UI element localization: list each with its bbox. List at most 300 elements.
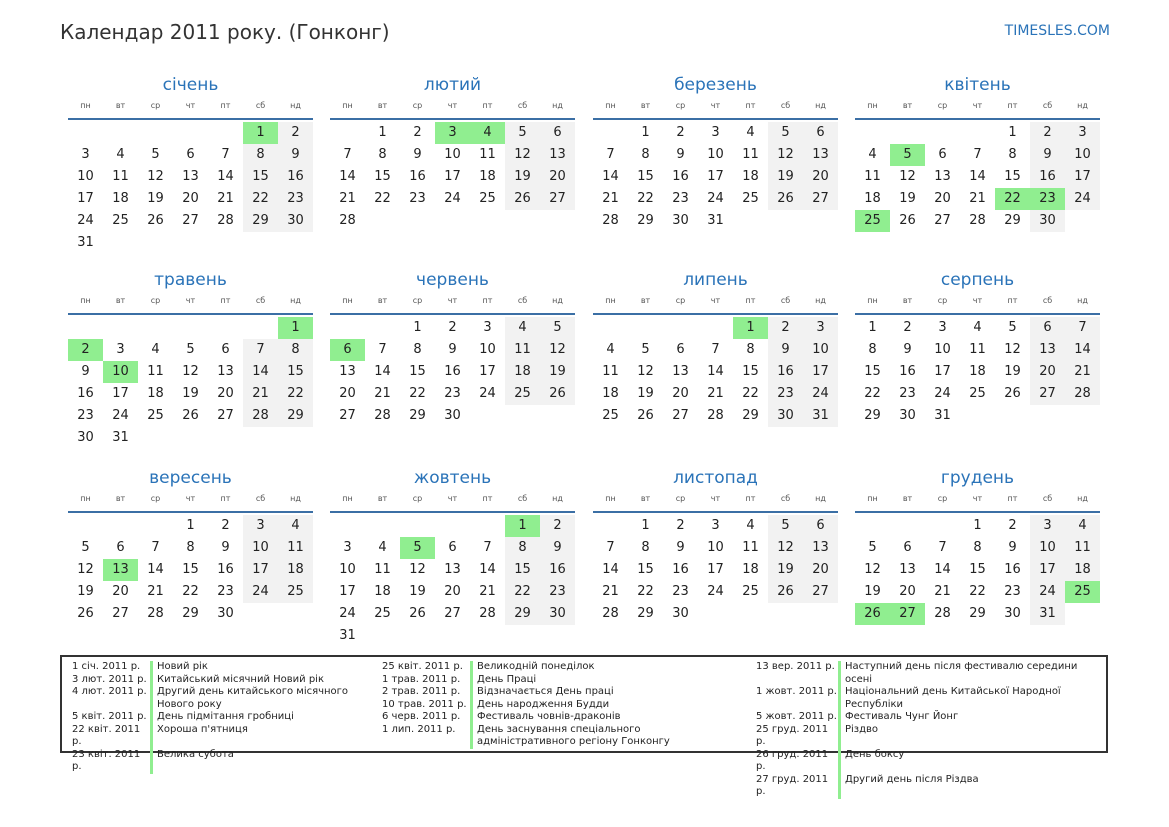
day-cell: 15 [637, 562, 654, 577]
weekday-label: сб [780, 101, 791, 110]
empty-cell [103, 317, 138, 339]
day-cell: 15 [243, 166, 278, 188]
month-name: жовтень [413, 468, 492, 488]
day-cell: 14 [217, 169, 234, 184]
day-cell: 27 [444, 606, 461, 621]
day-cell: 27 [934, 213, 951, 228]
day-cell: 3 [1030, 515, 1065, 537]
empty-cell [698, 317, 733, 339]
day-cell: 13 [803, 144, 838, 166]
day-cell: 20 [672, 386, 689, 401]
day-cell: 31 [803, 405, 838, 427]
day-cell: 23 [768, 383, 803, 405]
day-cell: 2 [221, 518, 230, 533]
holiday-name: День народження Будди [470, 699, 737, 712]
day-cell: 27 [672, 408, 689, 423]
legend-row [746, 711, 1100, 724]
weekday-label: пт [220, 101, 231, 110]
day-cell: 24 [77, 213, 94, 228]
day-cell: 7 [711, 342, 720, 357]
empty-cell [173, 122, 208, 144]
empty-cell [435, 515, 470, 537]
empty-cell [138, 317, 173, 339]
holiday-day: 25 [855, 210, 890, 232]
day-cell: 21 [1065, 361, 1100, 383]
day-cell: 9 [81, 364, 90, 379]
day-cell: 25 [602, 408, 619, 423]
day-cell: 10 [707, 540, 724, 555]
weekday-header [330, 100, 575, 120]
weekday-label: пт [482, 494, 493, 503]
day-cell: 30 [444, 408, 461, 423]
day-cell: 11 [479, 147, 496, 162]
day-cell: 8 [278, 339, 313, 361]
weekday-label: чт [972, 494, 983, 503]
day-cell: 24 [707, 191, 724, 206]
day-cell: 14 [969, 169, 986, 184]
day-cell: 5 [81, 540, 90, 555]
weekday-label: пн [867, 101, 878, 110]
day-cell: 12 [864, 562, 881, 577]
day-cell: 28 [217, 213, 234, 228]
day-cell: 16 [1030, 166, 1065, 188]
day-cell: 31 [112, 430, 129, 445]
day-cell: 3 [803, 317, 838, 339]
day-cell: 31 [707, 213, 724, 228]
weekday-label: ср [412, 296, 423, 305]
day-cell: 4 [151, 342, 160, 357]
day-cell: 24 [479, 386, 496, 401]
weekday-label: ср [937, 494, 948, 503]
weekday-label: ср [150, 494, 161, 503]
day-cell: 15 [278, 361, 313, 383]
day-cell: 13 [444, 562, 461, 577]
day-cell: 13 [339, 364, 356, 379]
weekday-label: чт [972, 296, 983, 305]
day-cell: 13 [934, 169, 951, 184]
day-cell: 23 [1004, 584, 1021, 599]
day-cell: 25 [742, 584, 759, 599]
day-cell: 24 [934, 386, 951, 401]
day-cell: 20 [934, 191, 951, 206]
day-cell: 2 [448, 320, 457, 335]
day-cell: 30 [1030, 210, 1065, 232]
day-cell: 14 [602, 169, 619, 184]
day-cell: 5 [768, 515, 803, 537]
day-cell: 3 [711, 518, 720, 533]
day-cell: 15 [409, 364, 426, 379]
legend-row [62, 724, 382, 749]
empty-cell [330, 515, 365, 537]
day-cell: 23 [77, 408, 94, 423]
day-cell: 5 [540, 317, 575, 339]
holiday-name: Хороша п'ятниця [150, 724, 382, 749]
day-cell: 7 [343, 147, 352, 162]
day-cell: 22 [409, 386, 426, 401]
day-cell: 29 [864, 408, 881, 423]
day-cell: 29 [182, 606, 199, 621]
day-cell: 8 [868, 342, 877, 357]
weekday-label: ср [150, 101, 161, 110]
weekday-label: пн [342, 296, 353, 305]
day-cell: 6 [1030, 317, 1065, 339]
day-cell: 3 [483, 320, 492, 335]
month-name: січень [162, 75, 219, 95]
empty-cell [890, 122, 925, 144]
day-cell: 8 [973, 540, 982, 555]
day-cell: 22 [969, 584, 986, 599]
day-cell: 16 [672, 562, 689, 577]
day-cell: 27 [803, 581, 838, 603]
day-cell: 9 [413, 147, 422, 162]
day-cell: 30 [278, 210, 313, 232]
site-link[interactable]: TIMESLES.COM [1004, 23, 1110, 39]
holiday-name: Другий день китайського місячного Нового року [150, 686, 382, 711]
day-cell: 23 [217, 584, 234, 599]
day-cell: 27 [182, 213, 199, 228]
holiday-day: 1 [243, 122, 278, 144]
weekday-label: пт [1007, 494, 1018, 503]
day-grid [593, 122, 838, 232]
empty-cell [103, 515, 138, 537]
day-cell: 7 [378, 342, 387, 357]
day-cell: 27 [540, 188, 575, 210]
day-cell: 14 [339, 169, 356, 184]
day-cell: 14 [479, 562, 496, 577]
weekday-label: ср [412, 101, 423, 110]
weekday-label: ср [937, 296, 948, 305]
holiday-day: 1 [278, 317, 313, 339]
day-cell: 20 [217, 386, 234, 401]
day-cell: 12 [1004, 342, 1021, 357]
day-cell: 8 [641, 540, 650, 555]
weekday-label: вт [902, 101, 913, 110]
day-grid [68, 317, 313, 449]
holiday-day: 10 [103, 361, 138, 383]
empty-cell [960, 122, 995, 144]
month-name: травень [154, 270, 227, 290]
day-cell: 15 [505, 559, 540, 581]
day-cell: 21 [243, 383, 278, 405]
holiday-date: 13 вер. 2011 р. [756, 661, 835, 672]
day-cell: 17 [444, 169, 461, 184]
day-cell: 11 [602, 364, 619, 379]
day-cell: 16 [77, 386, 94, 401]
day-cell: 26 [768, 188, 803, 210]
day-cell: 24 [1065, 188, 1100, 210]
holiday-date: 6 черв. 2011 р. [382, 711, 461, 722]
day-cell: 19 [637, 386, 654, 401]
day-cell: 10 [803, 339, 838, 361]
weekday-label: ср [412, 494, 423, 503]
day-cell: 29 [1004, 213, 1021, 228]
day-cell: 1 [1008, 125, 1017, 140]
day-cell: 19 [540, 361, 575, 383]
weekday-label: пн [605, 296, 616, 305]
day-grid [68, 515, 313, 625]
day-cell: 7 [151, 540, 160, 555]
day-cell: 21 [707, 386, 724, 401]
day-cell: 12 [182, 364, 199, 379]
day-cell: 4 [1065, 515, 1100, 537]
holiday-date: 4 лют. 2011 р. [72, 686, 147, 697]
day-cell: 17 [243, 559, 278, 581]
day-cell: 3 [711, 125, 720, 140]
day-cell: 10 [339, 562, 356, 577]
day-cell: 10 [77, 169, 94, 184]
month-name: серпень [940, 270, 1015, 290]
weekday-label: пт [745, 494, 756, 503]
day-cell: 18 [1065, 559, 1100, 581]
holiday-day: 5 [400, 537, 435, 559]
empty-cell [208, 122, 243, 144]
weekday-label: сб [1042, 296, 1053, 305]
day-cell: 1 [641, 125, 650, 140]
day-cell: 12 [899, 169, 916, 184]
day-cell: 31 [934, 408, 951, 423]
day-cell: 25 [374, 606, 391, 621]
day-cell: 19 [768, 559, 803, 581]
weekday-label: пт [220, 296, 231, 305]
day-cell: 14 [147, 562, 164, 577]
day-cell: 14 [707, 364, 724, 379]
day-cell: 14 [1065, 339, 1100, 361]
day-cell: 23 [278, 188, 313, 210]
day-cell: 16 [217, 562, 234, 577]
weekday-label: ср [675, 296, 686, 305]
weekday-label: вт [377, 296, 388, 305]
day-cell: 29 [409, 408, 426, 423]
day-cell: 6 [540, 122, 575, 144]
holiday-name: Наступний день після фестивалю середини осені [838, 661, 1100, 686]
day-cell: 13 [899, 562, 916, 577]
day-cell: 5 [768, 122, 803, 144]
weekday-label: чт [185, 494, 196, 503]
day-grid [855, 122, 1100, 232]
day-cell: 17 [1030, 559, 1065, 581]
holiday-day: 2 [68, 339, 103, 361]
day-cell: 11 [374, 562, 391, 577]
day-cell: 9 [1008, 540, 1017, 555]
day-cell: 19 [768, 166, 803, 188]
day-cell: 19 [505, 166, 540, 188]
day-cell: 9 [540, 537, 575, 559]
day-cell: 10 [707, 147, 724, 162]
day-cell: 2 [676, 518, 685, 533]
day-cell: 6 [676, 342, 685, 357]
day-cell: 9 [903, 342, 912, 357]
day-cell: 20 [803, 166, 838, 188]
weekday-header [593, 295, 838, 315]
day-cell: 3 [1065, 122, 1100, 144]
weekday-label: нд [552, 494, 563, 503]
day-cell: 17 [112, 386, 129, 401]
day-cell: 3 [938, 320, 947, 335]
day-cell: 22 [637, 584, 654, 599]
empty-cell [593, 122, 628, 144]
day-cell: 3 [243, 515, 278, 537]
day-cell: 4 [868, 147, 877, 162]
empty-cell [890, 515, 925, 537]
month-11 [593, 468, 838, 625]
day-grid [68, 122, 313, 254]
day-cell: 24 [707, 584, 724, 599]
day-cell: 1 [973, 518, 982, 533]
day-cell: 7 [606, 147, 615, 162]
weekday-label: нд [552, 101, 563, 110]
day-cell: 12 [77, 562, 94, 577]
day-cell: 16 [444, 364, 461, 379]
weekday-label: пт [745, 296, 756, 305]
day-cell: 26 [182, 408, 199, 423]
day-cell: 19 [864, 584, 881, 599]
day-cell: 11 [742, 540, 759, 555]
month-name: липень [683, 270, 748, 290]
day-cell: 2 [1008, 518, 1017, 533]
legend-row [746, 661, 1100, 686]
weekday-label: сб [780, 296, 791, 305]
weekday-header [68, 100, 313, 120]
weekday-label: нд [1077, 296, 1088, 305]
day-cell: 8 [1008, 147, 1017, 162]
weekday-label: вт [640, 101, 651, 110]
day-cell: 27 [339, 408, 356, 423]
day-cell: 8 [746, 342, 755, 357]
day-cell: 21 [339, 191, 356, 206]
weekday-label: вт [902, 494, 913, 503]
weekday-label: пн [605, 494, 616, 503]
weekday-label: чт [710, 296, 721, 305]
day-cell: 10 [1065, 144, 1100, 166]
weekday-label: ср [150, 296, 161, 305]
weekday-label: пн [867, 296, 878, 305]
empty-cell [925, 515, 960, 537]
holiday-name: День підмітання гробниці [150, 711, 382, 724]
month-2 [330, 75, 575, 232]
day-cell: 6 [803, 515, 838, 537]
weekday-label: пн [867, 494, 878, 503]
day-cell: 12 [540, 339, 575, 361]
weekday-label: пн [80, 494, 91, 503]
day-cell: 16 [672, 169, 689, 184]
day-cell: 4 [973, 320, 982, 335]
day-cell: 19 [182, 386, 199, 401]
day-cell: 26 [1004, 386, 1021, 401]
day-cell: 26 [637, 408, 654, 423]
holiday-date: 26 груд. 2011 р. [756, 748, 829, 772]
day-cell: 11 [505, 339, 540, 361]
month-1 [68, 75, 313, 254]
day-cell: 28 [969, 213, 986, 228]
day-cell: 2 [903, 320, 912, 335]
holiday-date: 1 січ. 2011 р. [72, 661, 141, 672]
day-cell: 25 [147, 408, 164, 423]
day-cell: 28 [602, 606, 619, 621]
day-cell: 30 [1004, 606, 1021, 621]
day-cell: 26 [505, 188, 540, 210]
day-cell: 23 [899, 386, 916, 401]
holiday-name: День боксу [838, 749, 1100, 774]
day-cell: 17 [77, 191, 94, 206]
holiday-date: 3 лют. 2011 р. [72, 673, 147, 685]
day-cell: 20 [899, 584, 916, 599]
weekday-label: пт [1007, 101, 1018, 110]
weekday-label: нд [552, 296, 563, 305]
day-cell: 17 [339, 584, 356, 599]
weekday-label: нд [815, 101, 826, 110]
legend-row [62, 661, 382, 674]
day-cell: 2 [1030, 122, 1065, 144]
holiday-day: 4 [470, 122, 505, 144]
empty-cell [400, 515, 435, 537]
month-name: листопад [673, 468, 758, 488]
day-cell: 11 [969, 342, 986, 357]
day-cell: 7 [606, 540, 615, 555]
day-cell: 22 [505, 581, 540, 603]
day-cell: 6 [938, 147, 947, 162]
day-cell: 4 [116, 147, 125, 162]
day-cell: 30 [217, 606, 234, 621]
weekday-label: сб [255, 494, 266, 503]
day-cell: 28 [479, 606, 496, 621]
holiday-day: 5 [890, 144, 925, 166]
weekday-label: чт [447, 296, 458, 305]
weekday-label: сб [517, 494, 528, 503]
day-cell: 28 [147, 606, 164, 621]
day-cell: 29 [637, 606, 654, 621]
weekday-header [68, 493, 313, 513]
day-cell: 29 [505, 603, 540, 625]
weekday-header [330, 493, 575, 513]
day-cell: 23 [540, 581, 575, 603]
empty-cell [330, 317, 365, 339]
holiday-day: 3 [435, 122, 470, 144]
day-cell: 6 [186, 147, 195, 162]
holiday-day: 1 [505, 515, 540, 537]
day-cell: 28 [243, 405, 278, 427]
holiday-name: День Праці [470, 674, 737, 687]
day-cell: 30 [672, 213, 689, 228]
day-cell: 8 [243, 144, 278, 166]
page-title: Календар 2011 року. (Гонконг) [60, 20, 390, 44]
day-cell: 16 [278, 166, 313, 188]
day-cell: 9 [448, 342, 457, 357]
empty-cell [593, 515, 628, 537]
day-cell: 15 [182, 562, 199, 577]
day-cell: 29 [742, 408, 759, 423]
day-cell: 16 [768, 361, 803, 383]
day-cell: 18 [374, 584, 391, 599]
weekday-label: чт [185, 101, 196, 110]
day-cell: 28 [934, 606, 951, 621]
weekday-label: сб [255, 296, 266, 305]
day-cell: 1 [186, 518, 195, 533]
weekday-label: нд [290, 101, 301, 110]
weekday-label: нд [815, 494, 826, 503]
day-cell: 28 [374, 408, 391, 423]
day-cell: 4 [505, 317, 540, 339]
day-cell: 20 [803, 559, 838, 581]
day-cell: 21 [217, 191, 234, 206]
weekday-label: чт [185, 296, 196, 305]
day-cell: 31 [339, 628, 356, 643]
day-grid [593, 317, 838, 427]
day-cell: 18 [742, 169, 759, 184]
empty-cell [470, 515, 505, 537]
holiday-name: День заснування спеціального адміністративного регіону Гонконгу [470, 724, 737, 749]
holiday-date: 5 жовт. 2011 р. [756, 711, 837, 722]
holiday-date: 22 квіт. 2011 р. [72, 723, 141, 747]
